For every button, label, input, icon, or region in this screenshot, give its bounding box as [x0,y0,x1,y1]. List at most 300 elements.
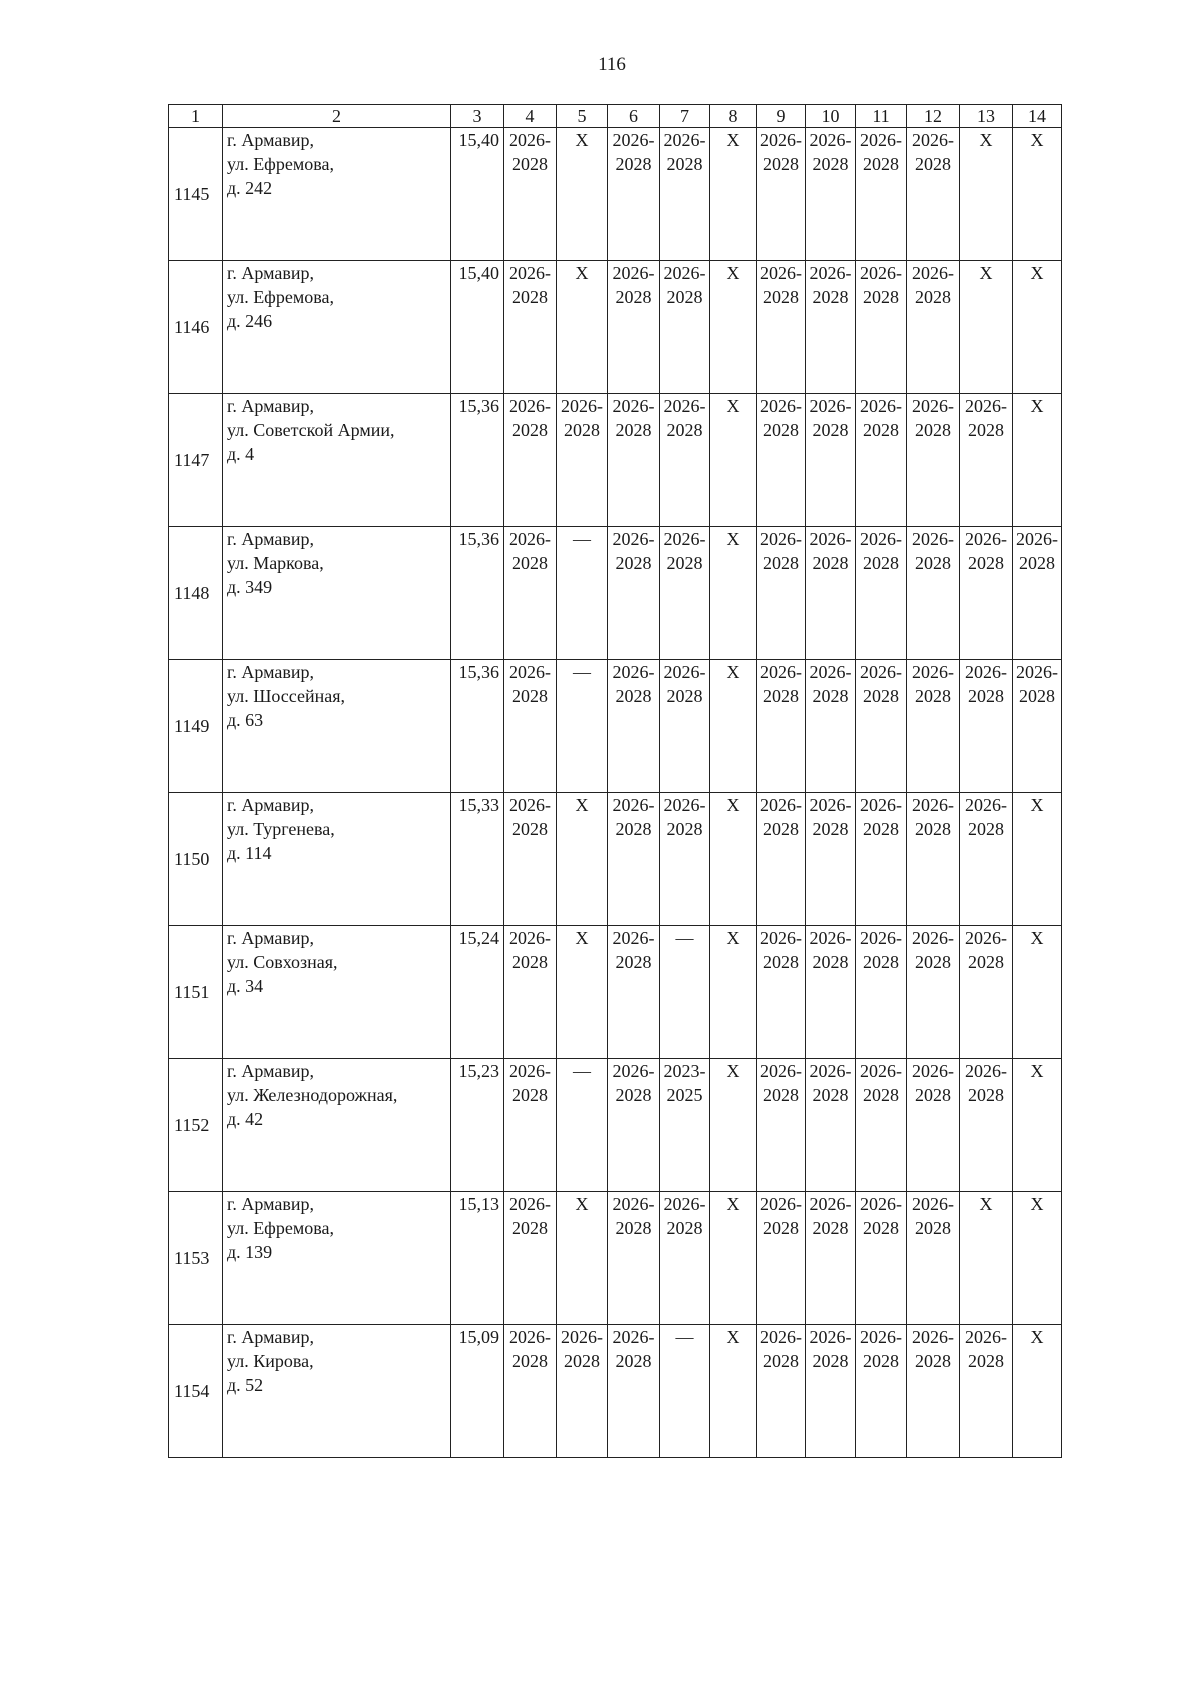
period-cell-col-7 [660,926,710,1059]
header-row [169,105,1062,128]
address-line: ул. Тургенева, [227,819,335,839]
period-cell-col-5 [557,128,608,261]
period-cell-col-6 [608,793,660,926]
period-cell-col-11 [856,128,907,261]
period-value: 2026-2028 [1016,662,1058,706]
period-value: X [726,795,740,815]
period-value: 2026-2028 [860,928,902,972]
period-cell-col-7 [660,128,710,261]
period-cell-col-8 [710,793,757,926]
period-cell-col-8 [710,261,757,394]
period-value: X [726,662,740,682]
period-cell-col-13 [960,926,1013,1059]
period-cell-col-10 [806,128,856,261]
period-cell-col-9 [757,926,806,1059]
address-line: д. 114 [227,843,272,863]
period-value: 2026-2028 [912,662,954,706]
period-value: 2026-2028 [612,396,655,440]
address-line: д. 4 [227,444,255,464]
period-cell-col-9 [757,793,806,926]
address-line: ул. Шоссейная, [227,686,346,706]
period-value: 2026-2028 [965,928,1007,972]
address-line: д. 242 [227,178,273,198]
address-line: ул. Кирова, [227,1351,314,1371]
period-cell-col-4 [504,527,557,660]
period-cell-col-9 [757,1192,806,1325]
period-value: 2026-2028 [509,662,551,706]
period-cell-col-13 [960,394,1013,527]
period-value: X [575,928,589,948]
period-cell-col-12 [907,1325,960,1458]
period-value: X [726,1327,740,1347]
table-row [169,128,1062,261]
period-cell-col-12 [907,1192,960,1325]
row-number: 1152 [169,1059,223,1192]
period-cell-col-12 [907,926,960,1059]
table-row [169,793,1062,926]
table-row [169,394,1062,527]
address-line: ул. Маркова, [227,553,324,573]
address-line: д. 52 [227,1375,264,1395]
column-header-14: 14 [1013,105,1062,128]
row-number: 1148 [169,527,223,660]
table-body [169,128,1062,1458]
address-line: ул. Ефремова, [227,154,334,174]
period-value: 2026-2028 [860,662,902,706]
period-value: 2026-2028 [612,928,655,972]
period-value: X [1030,396,1044,416]
period-cell-col-7 [660,1192,710,1325]
period-cell-col-5 [557,1325,608,1458]
period-value: X [575,130,589,150]
period-value: — [573,1061,591,1081]
period-value: 2026-2028 [760,130,802,174]
address-cell [223,394,451,527]
period-cell-col-14 [1013,926,1062,1059]
period-value: 2026-2028 [509,928,551,972]
period-value: 2026-2028 [912,529,954,573]
row-number: 1145 [169,128,223,261]
period-cell-col-8 [710,128,757,261]
period-cell-col-14 [1013,527,1062,660]
row-number: 1151 [169,926,223,1059]
period-value: 2026-2028 [612,1061,655,1105]
period-value: 2023-2025 [663,1061,706,1105]
period-cell-col-4 [504,926,557,1059]
address-line: г. Армавир, [227,1327,314,1347]
period-value: X [1030,928,1044,948]
column-header-7: 7 [660,105,710,128]
column-header-10: 10 [806,105,856,128]
address-cell [223,926,451,1059]
address-line: ул. Ефремова, [227,1218,334,1238]
value-cell: 15,40 [451,128,504,261]
period-cell-col-7 [660,261,710,394]
period-cell-col-5 [557,261,608,394]
address-line: ул. Железнодорожная, [227,1085,398,1105]
address-cell [223,527,451,660]
period-cell-col-5 [557,1059,608,1192]
period-value: — [573,662,591,682]
period-cell-col-4 [504,1059,557,1192]
period-cell-col-13 [960,261,1013,394]
address-cell [223,660,451,793]
address-line: д. 34 [227,976,264,996]
period-value: — [573,529,591,549]
period-value: 2026-2028 [612,130,655,174]
period-cell-col-5 [557,926,608,1059]
period-value: 2026-2028 [612,529,655,573]
period-value: 2026-2028 [760,396,802,440]
period-value: X [1030,795,1044,815]
table-row [169,261,1062,394]
period-cell-col-12 [907,128,960,261]
period-cell-col-10 [806,926,856,1059]
period-cell-col-10 [806,793,856,926]
period-value: 2026-2028 [760,795,802,839]
period-value: — [675,1327,694,1347]
period-value: 2026-2028 [612,795,655,839]
column-header-9: 9 [757,105,806,128]
period-value: X [1030,1061,1044,1081]
period-value: 2026-2028 [509,529,551,573]
period-value: 2026-2028 [809,263,852,307]
column-header-5: 5 [557,105,608,128]
period-value: 2026-2028 [860,1061,902,1105]
period-value: X [979,263,993,283]
period-value: X [726,396,740,416]
period-value: 2026-2028 [509,795,551,839]
address-line: г. Армавир, [227,662,314,682]
period-cell-col-6 [608,926,660,1059]
column-header-11: 11 [856,105,907,128]
period-value: X [1030,1327,1044,1347]
address-line: д. 349 [227,577,273,597]
period-value: 2026-2028 [860,396,902,440]
address-line: ул. Советской Армии, [227,420,395,440]
period-cell-col-8 [710,527,757,660]
table-row [169,926,1062,1059]
period-value: 2026-2028 [965,662,1007,706]
period-value: 2026-2028 [809,529,852,573]
period-value: 2026-2028 [965,396,1007,440]
row-number: 1146 [169,261,223,394]
period-cell-col-5 [557,793,608,926]
period-cell-col-10 [806,660,856,793]
period-cell-col-14 [1013,394,1062,527]
period-value: 2026-2028 [860,1194,902,1238]
period-cell-col-4 [504,128,557,261]
period-value: 2026-2028 [663,529,706,573]
period-cell-col-9 [757,1325,806,1458]
period-value: 2026-2028 [561,396,603,440]
period-cell-col-6 [608,394,660,527]
period-cell-col-8 [710,926,757,1059]
period-cell-col-6 [608,1059,660,1192]
period-value: 2026-2028 [663,130,706,174]
period-cell-col-9 [757,128,806,261]
period-value: 2026-2028 [663,662,706,706]
period-cell-col-11 [856,926,907,1059]
period-cell-col-7 [660,793,710,926]
period-cell-col-6 [608,1192,660,1325]
period-value: 2026-2028 [509,263,551,307]
period-value: 2026-2028 [860,263,902,307]
period-cell-col-9 [757,261,806,394]
period-value: X [726,529,740,549]
column-header-12: 12 [907,105,960,128]
period-value: 2026-2028 [663,263,706,307]
period-value: 2026-2028 [1016,529,1058,573]
period-value: 2026-2028 [860,1327,902,1371]
period-value: 2026-2028 [663,795,706,839]
period-cell-col-12 [907,660,960,793]
period-cell-col-8 [710,660,757,793]
address-line: г. Армавир, [227,529,314,549]
period-value: 2026-2028 [612,1194,655,1238]
period-value: 2026-2028 [561,1327,603,1371]
period-value: 2026-2028 [809,795,852,839]
value-cell: 15,24 [451,926,504,1059]
period-cell-col-12 [907,261,960,394]
period-cell-col-14 [1013,1059,1062,1192]
value-cell: 15,23 [451,1059,504,1192]
table-row [169,1192,1062,1325]
row-number: 1150 [169,793,223,926]
period-value: X [979,130,993,150]
period-value: X [575,795,589,815]
period-value: 2026-2028 [809,662,852,706]
period-value: 2026-2028 [965,1061,1007,1105]
address-line: г. Армавир, [227,1061,314,1081]
column-header-6: 6 [608,105,660,128]
value-cell: 15,36 [451,660,504,793]
period-value: 2026-2028 [509,396,551,440]
period-value: X [1030,130,1044,150]
period-cell-col-11 [856,1192,907,1325]
period-cell-col-6 [608,527,660,660]
period-value: 2026-2028 [612,1327,655,1371]
period-value: 2026-2028 [509,1061,551,1105]
row-number: 1153 [169,1192,223,1325]
period-cell-col-5 [557,394,608,527]
period-value: 2026-2028 [612,263,655,307]
period-value: 2026-2028 [965,795,1007,839]
column-header-4: 4 [504,105,557,128]
period-value: 2026-2028 [912,1194,954,1238]
column-header-1: 1 [169,105,223,128]
period-cell-col-13 [960,793,1013,926]
period-value: 2026-2028 [965,1327,1007,1371]
address-line: г. Армавир, [227,263,314,283]
row-number: 1154 [169,1325,223,1458]
period-cell-col-13 [960,1192,1013,1325]
address-line: г. Армавир, [227,396,314,416]
period-cell-col-6 [608,261,660,394]
period-cell-col-8 [710,1192,757,1325]
period-value: 2026-2028 [912,1327,954,1371]
period-cell-col-4 [504,394,557,527]
period-value: 2026-2028 [760,529,802,573]
period-cell-col-6 [608,1325,660,1458]
address-cell [223,1325,451,1458]
period-cell-col-9 [757,660,806,793]
period-value: X [575,1194,589,1214]
period-value: 2026-2028 [509,1194,551,1238]
period-cell-col-10 [806,1192,856,1325]
period-value: 2026-2028 [809,396,852,440]
address-line: ул. Ефремова, [227,287,334,307]
period-cell-col-11 [856,793,907,926]
address-cell [223,793,451,926]
value-cell: 15,36 [451,527,504,660]
period-cell-col-9 [757,394,806,527]
period-cell-col-4 [504,261,557,394]
period-cell-col-13 [960,660,1013,793]
period-value: X [726,1061,740,1081]
address-line: ул. Совхозная, [227,952,338,972]
period-value: 2026-2028 [860,130,902,174]
period-cell-col-11 [856,394,907,527]
period-cell-col-11 [856,527,907,660]
period-value: — [675,928,694,948]
period-value: 2026-2028 [809,1194,852,1238]
period-cell-col-7 [660,394,710,527]
period-value: X [726,1194,740,1214]
period-cell-col-14 [1013,261,1062,394]
period-value: X [726,130,740,150]
period-cell-col-11 [856,1059,907,1192]
period-cell-col-8 [710,394,757,527]
period-cell-col-7 [660,1325,710,1458]
period-value: 2026-2028 [760,662,802,706]
period-cell-col-10 [806,261,856,394]
period-cell-col-9 [757,1059,806,1192]
period-value: 2026-2028 [912,795,954,839]
period-cell-col-12 [907,793,960,926]
period-value: 2026-2028 [663,396,706,440]
column-header-8: 8 [710,105,757,128]
table-row [169,1325,1062,1458]
period-cell-col-8 [710,1059,757,1192]
period-cell-col-10 [806,1059,856,1192]
period-cell-col-5 [557,1192,608,1325]
period-value: 2026-2028 [760,928,802,972]
period-value: 2026-2028 [912,263,954,307]
period-value: 2026-2028 [612,662,655,706]
value-cell: 15,09 [451,1325,504,1458]
period-cell-col-14 [1013,793,1062,926]
data-table [168,104,1062,1458]
period-value: 2026-2028 [760,1194,802,1238]
period-value: 2026-2028 [912,130,954,174]
period-value: 2026-2028 [965,529,1007,573]
period-value: 2026-2028 [760,1327,802,1371]
column-header-3: 3 [451,105,504,128]
address-line: д. 139 [227,1242,273,1262]
period-cell-col-11 [856,261,907,394]
period-cell-col-13 [960,1059,1013,1192]
period-value: 2026-2028 [912,396,954,440]
period-value: 2026-2028 [860,529,902,573]
period-value: 2026-2028 [809,1327,852,1371]
period-cell-col-5 [557,660,608,793]
address-line: г. Армавир, [227,928,314,948]
period-value: 2026-2028 [509,130,551,174]
value-cell: 15,40 [451,261,504,394]
period-cell-col-14 [1013,128,1062,261]
period-value: 2026-2028 [809,1061,852,1105]
period-cell-col-14 [1013,660,1062,793]
address-line: д. 63 [227,710,264,730]
period-cell-col-4 [504,793,557,926]
period-cell-col-13 [960,527,1013,660]
row-number: 1147 [169,394,223,527]
period-cell-col-7 [660,527,710,660]
period-value: 2026-2028 [760,1061,802,1105]
value-cell: 15,13 [451,1192,504,1325]
period-cell-col-4 [504,1192,557,1325]
column-header-2: 2 [223,105,451,128]
period-cell-col-7 [660,660,710,793]
column-header-13: 13 [960,105,1013,128]
period-value: 2026-2028 [663,1194,706,1238]
table-row [169,660,1062,793]
period-cell-col-12 [907,1059,960,1192]
address-line: г. Армавир, [227,1194,314,1214]
address-cell [223,1192,451,1325]
page-number: 116 [598,54,626,75]
period-value: X [726,263,740,283]
period-cell-col-11 [856,660,907,793]
period-cell-col-13 [960,1325,1013,1458]
period-value: X [575,263,589,283]
period-cell-col-4 [504,1325,557,1458]
period-cell-col-7 [660,1059,710,1192]
period-cell-col-10 [806,394,856,527]
period-value: 2026-2028 [912,928,954,972]
period-cell-col-12 [907,394,960,527]
period-cell-col-8 [710,1325,757,1458]
address-line: г. Армавир, [227,130,314,150]
period-cell-col-12 [907,527,960,660]
period-cell-col-9 [757,527,806,660]
period-cell-col-14 [1013,1325,1062,1458]
table-row [169,1059,1062,1192]
period-value: X [1030,263,1044,283]
period-cell-col-6 [608,660,660,793]
table-row [169,527,1062,660]
period-value: 2026-2028 [809,130,852,174]
address-cell [223,1059,451,1192]
period-cell-col-14 [1013,1192,1062,1325]
period-cell-col-4 [504,660,557,793]
value-cell: 15,36 [451,394,504,527]
period-value: 2026-2028 [860,795,902,839]
address-line: д. 42 [227,1109,264,1129]
period-cell-col-13 [960,128,1013,261]
address-line: д. 246 [227,311,273,331]
period-cell-col-10 [806,1325,856,1458]
period-cell-col-6 [608,128,660,261]
period-value: X [726,928,740,948]
address-cell [223,128,451,261]
address-cell [223,261,451,394]
period-cell-col-5 [557,527,608,660]
row-number: 1149 [169,660,223,793]
period-value: X [979,1194,993,1214]
period-cell-col-11 [856,1325,907,1458]
